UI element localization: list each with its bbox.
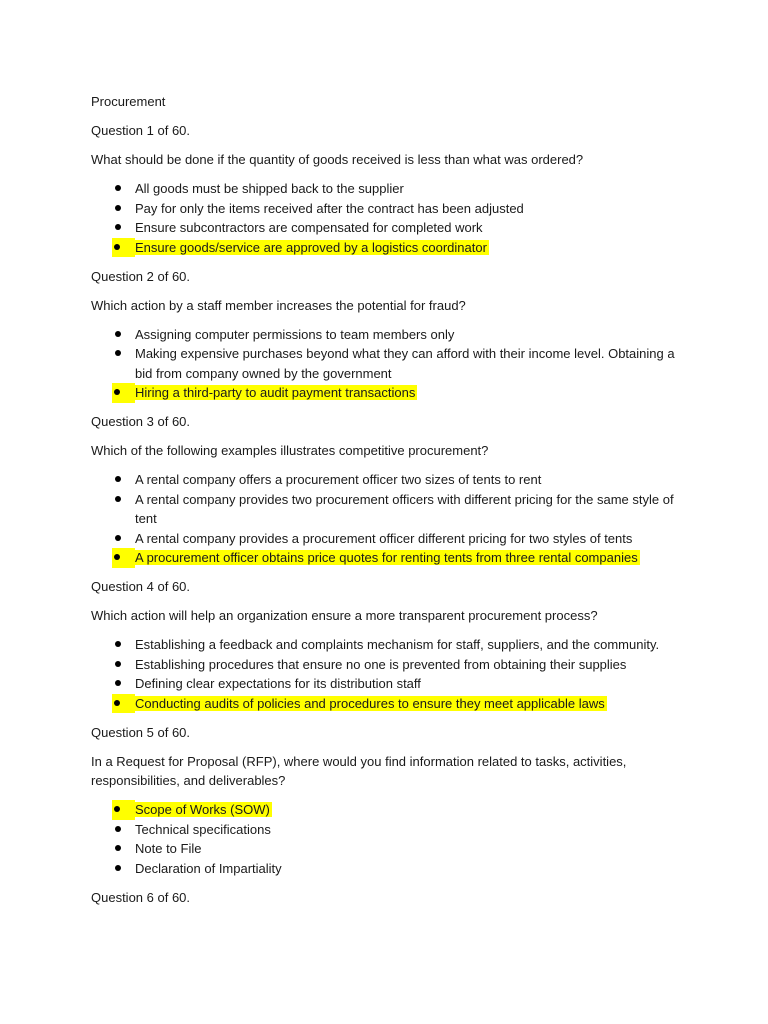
answer-option-text: Ensure subcontractors are compensated for completed work [135, 220, 483, 235]
question-block [91, 888, 691, 908]
question-text: What should be done if the quantity of goods received is less than what was ordered? [91, 152, 584, 167]
answer-option-highlighted [91, 383, 691, 403]
question-block [91, 577, 691, 713]
answer-options [91, 325, 691, 403]
question-block [91, 267, 691, 403]
answer-option-text: Conducting audits of policies and procedures to ensure they meet applicable laws [135, 695, 605, 711]
answer-option [91, 199, 691, 219]
answer-option-text: Ensure goods/service are approved by a logistics coordinator [135, 239, 487, 255]
answer-option [91, 470, 691, 490]
answer-option-highlighted [91, 238, 691, 258]
answer-option [91, 529, 691, 549]
question-block [91, 121, 691, 257]
question-number: Question 4 of 60. [91, 579, 191, 594]
answer-option [91, 218, 691, 238]
answer-option-text: Scope of Works (SOW) [135, 802, 270, 817]
bullet-icon [112, 383, 135, 403]
answer-option-text: Declaration of Impartiality [135, 860, 282, 876]
answer-option [91, 655, 691, 675]
answer-option-text: Defining clear expectations for its distribution staff [135, 676, 421, 691]
answer-option-text: Assigning computer permissions to team members only [135, 326, 455, 342]
answer-option-text: Note to File [135, 841, 202, 856]
question-block [91, 723, 691, 879]
answer-option [91, 179, 691, 199]
answer-option [91, 674, 691, 694]
question-text: Which action will help an organization ensure a more transparent procurement process? [91, 608, 598, 623]
answer-option-highlighted [91, 548, 691, 568]
question-number: Question 6 of 60. [91, 889, 191, 905]
question-list [91, 121, 691, 907]
answer-options [91, 470, 691, 568]
question-number: Question 2 of 60. [91, 268, 191, 284]
answer-option [91, 839, 691, 859]
answer-options [91, 635, 691, 713]
answer-option-text: Making expensive purchases beyond what they can afford with their income level. Obtaining a bid from company owned by the government [135, 346, 675, 381]
bullet-icon [112, 694, 135, 714]
answer-option-text: A rental company provides two procurement officers with different pricing for the same style of tent [135, 491, 674, 526]
question-number: Question 1 of 60. [91, 123, 191, 138]
answer-option-highlighted [91, 800, 691, 820]
answer-option [91, 820, 691, 840]
answer-option [91, 635, 691, 655]
answer-option-text: Pay for only the items received after the contract has been adjusted [135, 200, 524, 216]
question-text: Which action by a staff member increases the potential for fraud? [91, 297, 466, 313]
answer-option-text: Establishing a feedback and complaints mechanism for staff, suppliers, and the community. [135, 637, 660, 652]
answer-option [91, 325, 691, 345]
bullet-icon [112, 238, 135, 258]
answer-options [91, 179, 691, 257]
bullet-icon [112, 800, 135, 820]
answer-options [91, 800, 691, 878]
answer-option-highlighted [91, 694, 691, 714]
answer-option-text: Technical specifications [135, 821, 271, 837]
question-text: Which of the following examples illustrates competitive procurement? [91, 443, 489, 458]
document-page [91, 92, 691, 917]
question-text: In a Request for Proposal (RFP), where would you find information related to tasks, activities, responsibilities, and deliverables? [91, 753, 627, 788]
answer-option-text: A rental company provides a procurement officer different pricing for two styles of tents [135, 530, 633, 546]
answer-option-text: A procurement officer obtains price quotes for renting tents from three rental companies [135, 550, 638, 565]
question-number: Question 5 of 60. [91, 724, 191, 740]
question-block [91, 412, 691, 568]
answer-option-text: Establishing procedures that ensure no one is prevented from obtaining their supplies [135, 656, 627, 672]
answer-option-text: Hiring a third-party to audit payment transactions [135, 385, 416, 400]
answer-option [91, 859, 691, 879]
answer-option [91, 344, 691, 383]
bullet-icon [112, 548, 135, 568]
answer-option-text: A rental company offers a procurement officer two sizes of tents to rent [135, 472, 542, 487]
answer-option-text: All goods must be shipped back to the supplier [135, 181, 404, 196]
question-number: Question 3 of 60. [91, 414, 191, 429]
document-title: Procurement [91, 94, 166, 109]
answer-option [91, 490, 691, 529]
